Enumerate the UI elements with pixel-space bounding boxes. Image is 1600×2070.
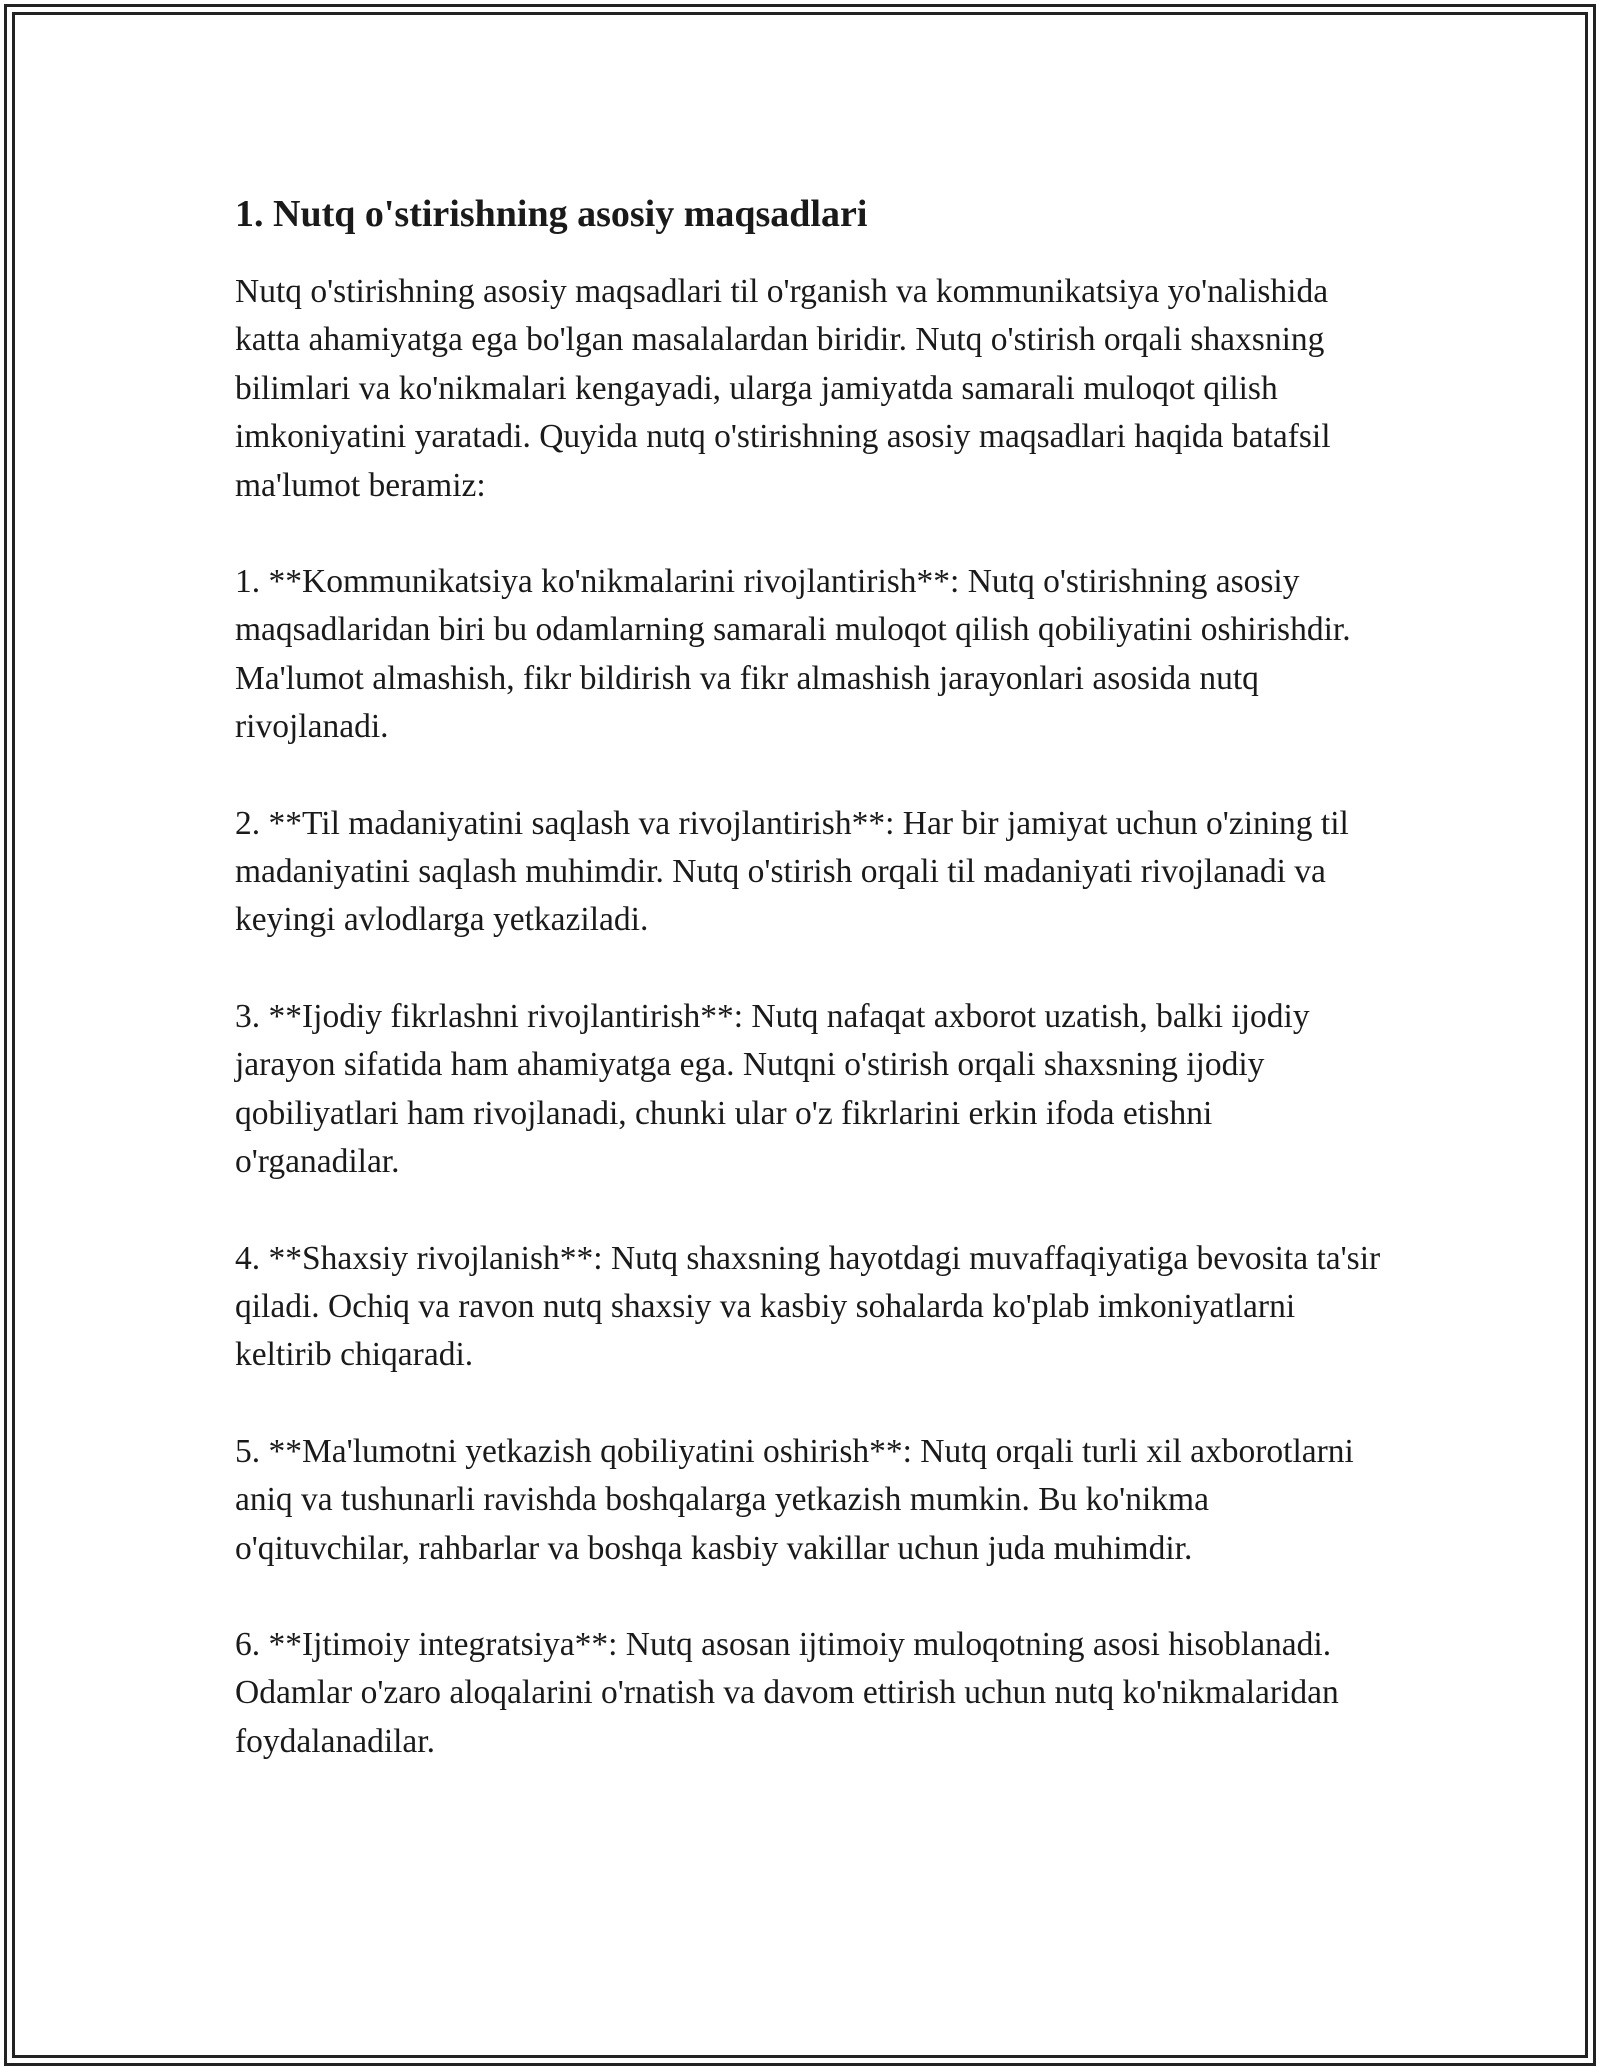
list-item: 6. **Ijtimoiy integratsiya**: Nutq asosan ijtimoiy muloqotning asosi hisoblanadi. Odamlar o'zaro aloqalarini o'rnatish va davom ettirish uchun nutq ko'nikmalaridan foydalanadilar. (235, 1625, 1339, 1760)
list-item: 5. **Ma'lumotni yetkazish qobiliyatini oshirish**: Nutq orqali turli xil axborotlarni aniq va tushunarli ravishda boshqalarga yetkazish mumkin. Bu ko'nikma o'qituvchilar, rahbarlar va boshqa kasbiy vakillar uchun juda muhimdir. (235, 1432, 1354, 1567)
intro-paragraph: Nutq o'stirishning asosiy maqsadlari til o'rganish va kommunikatsiya yo'nalishida katta ahamiyatga ega bo'lgan masalalardan biridir. Nutq o'stirish orqali shaxsning bilimlari va ko'nikmalari kengayadi, ularga jamiyatda samarali muloqot qilish imkoniyatini yaratadi. Quyida nutq o'stirishning asosiy maqsadlari haqida batafsil ma'lumot beramiz: (235, 273, 1331, 504)
list-item: 2. **Til madaniyatini saqlash va rivojlantirish**: Har bir jamiyat uchun o'zining til madaniyatini saqlash muhimdir. Nutq o'stirish orqali til madaniyati rivojlanadi va keyingi avlodlarga yetkaziladi. (235, 804, 1349, 939)
list-item: 4. **Shaxsiy rivojlanish**: Nutq shaxsning hayotdagi muvaffaqiyatiga bevosita ta'sir qiladi. Ochiq va ravon nutq shaxsiy va kasbiy sohalarda ko'plab imkoniyatlarni keltirib chiqaradi. (235, 1239, 1381, 1374)
section-heading: 1. Nutq o'stirishning asosiy maqsadlari (235, 193, 868, 235)
document-body (235, 186, 1385, 1814)
list-item: 3. **Ijodiy fikrlashni rivojlantirish**: Nutq nafaqat axborot uzatish, balki ijodiy jarayon sifatida ham ahamiyatga ega. Nutqni o'stirish orqali shaxsning ijodiy qobiliyatlari ham rivojlanadi, chunki ular o'z fikrlarini erkin ifoda etishni o'rganadilar. (235, 997, 1310, 1181)
list-item: 1. **Kommunikatsiya ko'nikmalarini rivojlantirish**: Nutq o'stirishning asosiy maqsadlaridan biri bu odamlarning samarali muloqot qilish qobiliyatini oshirishdir. Ma'lumot almashish, fikr bildirish va fikr almashish jarayonlari asosida nutq rivojlanadi. (235, 563, 1351, 746)
